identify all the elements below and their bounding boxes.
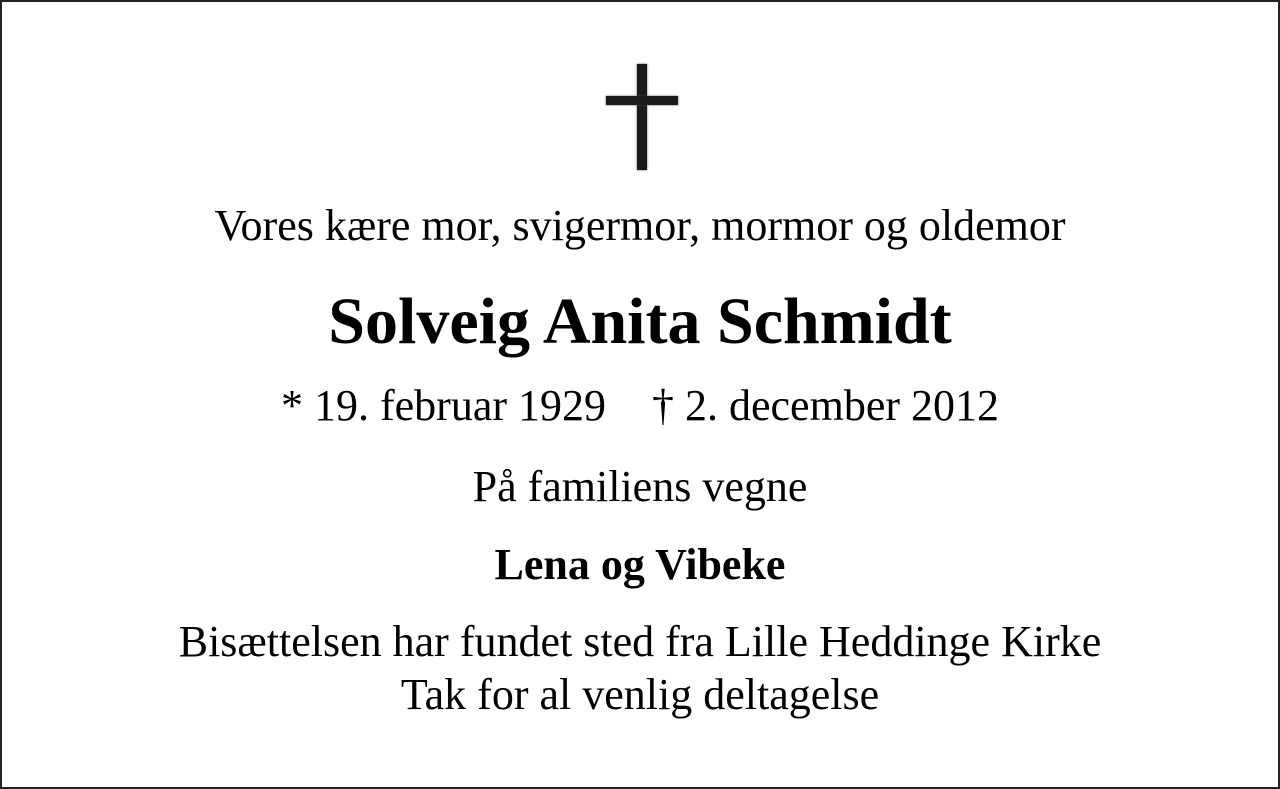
birth-date: * 19. februar 1929 — [280, 381, 606, 430]
cross-vertical-bar — [637, 64, 647, 170]
cross-horizontal-bar — [606, 96, 678, 105]
death-date: † 2. december 2012 — [652, 381, 999, 430]
intro-text: Vores kære mor, svigermor, mormor og oldemor — [214, 201, 1066, 250]
life-dates — [2, 380, 1278, 431]
thanks-text: Tak for al venlig deltagelse — [400, 670, 880, 719]
signers-names: Lena og Vibeke — [494, 540, 786, 589]
deceased-name: Solveig Anita Schmidt — [328, 285, 952, 358]
funeral-info: Bisættelsen har fundet sted fra Lille Heddinge Kirke — [178, 617, 1102, 666]
on-behalf-text: På familiens vegne — [472, 462, 808, 511]
cross-icon — [606, 64, 678, 170]
